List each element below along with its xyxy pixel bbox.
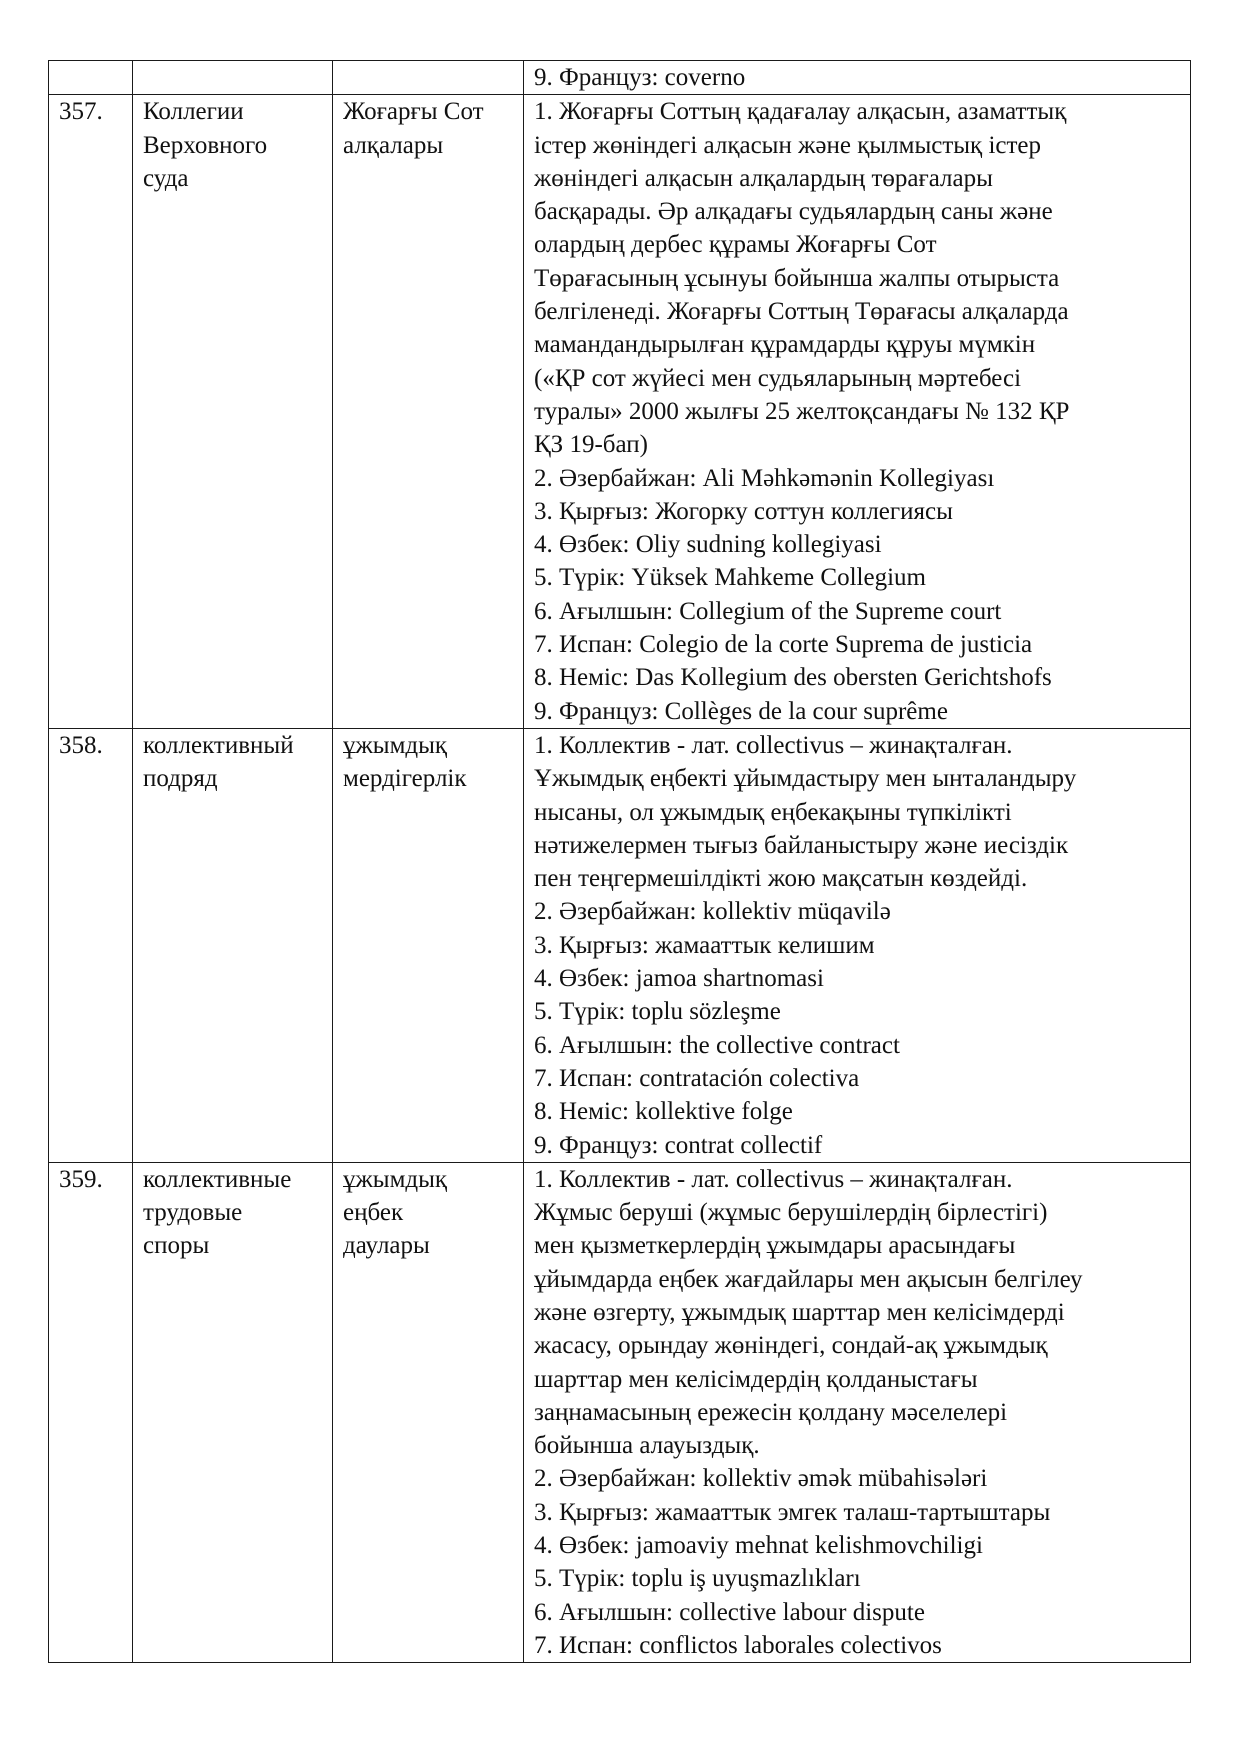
definition-line: жасасу, орындау жөніндегі, сондай-ақ ұжымдық xyxy=(534,1332,1048,1360)
definition-line: белгіленеді. Жоғарғы Соттың Төрағасы алқаларда xyxy=(534,298,1069,326)
entry-number-cell xyxy=(49,95,133,729)
entry-number-cell xyxy=(49,728,133,1162)
definition-line: Ұжымдық еңбекті ұйымдастыру мен ынталандыру xyxy=(534,765,1077,793)
definition-line: мамандандырылған құрамдарды құруы мүмкін xyxy=(534,331,1036,359)
table-row xyxy=(49,95,1191,729)
definition-line: 6. Ағылшын: the collective contract xyxy=(534,1031,900,1059)
russian-term: подряд xyxy=(143,765,218,793)
definition-line: Жұмыс беруші (жұмыс берушілердің бірлестігі) xyxy=(534,1199,1048,1227)
russian-term: Коллегии xyxy=(143,98,244,126)
definition-line: заңнамасының ережесін қолдану мәселелері xyxy=(534,1398,1008,1426)
definition-line: 2. Әзербайжан: Ali Məhkəmənin Kollegiyası xyxy=(534,464,995,492)
kazakh-term-cell xyxy=(333,95,524,729)
definition-line: 4. Өзбек: jamoa shartnomasi xyxy=(534,965,824,993)
russian-term: Верховного xyxy=(143,131,268,159)
table-body xyxy=(49,61,1191,1663)
definition-line: істер жөніндегі алқасын және қылмыстық істер xyxy=(534,131,1042,159)
russian-term: споры xyxy=(143,1232,210,1260)
entry-number-cell xyxy=(49,1162,133,1662)
definition-line: 7. Испан: conflictos laborales colectivos xyxy=(534,1631,942,1659)
definition-line: 5. Түрік: toplu sözleşme xyxy=(534,998,781,1026)
kazakh-term: еңбек xyxy=(343,1199,404,1227)
kazakh-term-cell xyxy=(333,1162,524,1662)
russian-term: коллективный xyxy=(143,731,294,759)
definition-line: Төрағасының ұсынуы бойынша жалпы отырыста xyxy=(534,264,1060,292)
kazakh-term-cell xyxy=(333,61,524,95)
definition-line: 2. Әзербайжан: kollektiv əmək mübahisələri xyxy=(534,1465,988,1493)
definition-line-cell xyxy=(524,61,1191,95)
russian-term-cell xyxy=(133,728,333,1162)
definition-line-cell xyxy=(524,1162,1191,1662)
kazakh-term: даулары xyxy=(343,1232,430,1260)
kazakh-term: ұжымдық xyxy=(343,1165,448,1193)
kazakh-term-cell xyxy=(333,728,524,1162)
definition-line: басқарады. Әр алқадағы судьялардың саны және xyxy=(534,198,1053,226)
entry-number: 359. xyxy=(59,1165,103,1193)
definition-line: 7. Испан: Colegio de la corte Suprema de justicia xyxy=(534,631,1033,659)
definition-line: мен қызметкерлердің ұжымдары арасындағы xyxy=(534,1232,1016,1260)
definition-line: 5. Түрік: toplu iş uyuşmazlıkları xyxy=(534,1565,861,1593)
russian-term: трудовые xyxy=(143,1199,243,1227)
definition-line: пен теңгермешілдікті жою мақсатын көздейді. xyxy=(534,865,1028,893)
definition-line: 3. Қырғыз: Жогорку соттун коллегиясы xyxy=(534,497,953,525)
definition-line-cell xyxy=(524,95,1191,729)
definition-line: («ҚР сот жүйесі мен судьяларының мәртебесі xyxy=(534,364,1022,392)
russian-term: коллективные xyxy=(143,1165,292,1193)
russian-term: суда xyxy=(143,164,189,192)
russian-term-cell xyxy=(133,1162,333,1662)
definition-line: 6. Ағылшын: collective labour dispute xyxy=(534,1598,925,1626)
definition-line: 9. Француз: Collèges de la cour suprême xyxy=(534,697,948,725)
terminology-table xyxy=(48,60,1191,1663)
definition-line: 8. Неміс: Das Kollegium des obersten Gerichtshofs xyxy=(534,664,1052,692)
definition-line: 1. Коллектив - лат. collectivus – жинақталған. xyxy=(534,731,1013,759)
table-row xyxy=(49,728,1191,1162)
definition-line: 4. Өзбек: jamoaviy mehnat kelishmovchiligi xyxy=(534,1532,983,1560)
definition-line: 2. Әзербайжан: kollektiv müqavilə xyxy=(534,898,891,926)
definition-line: 4. Өзбек: Oliy sudning kollegiyasi xyxy=(534,531,882,559)
definition-line: нәтижелермен тығыз байланыстыру және иесіздік xyxy=(534,831,1069,859)
definition-line: туралы» 2000 жылғы 25 желтоқсандағы № 132 ҚР xyxy=(534,397,1070,425)
table-row xyxy=(49,61,1191,95)
definition-line: нысаны, ол ұжымдық еңбекақыны түпкілікті xyxy=(534,798,1012,826)
kazakh-term: Жоғарғы Сот xyxy=(343,98,484,126)
kazakh-term: мердігерлік xyxy=(343,765,467,793)
russian-term-cell xyxy=(133,61,333,95)
kazakh-term: ұжымдық xyxy=(343,731,448,759)
entry-number-cell xyxy=(49,61,133,95)
definition-line: ҚЗ 19-бап) xyxy=(534,431,648,459)
kazakh-term: алқалары xyxy=(343,131,444,159)
definition-line: 1. Коллектив - лат. collectivus – жинақталған. xyxy=(534,1165,1013,1193)
definition-line: ұйымдарда еңбек жағдайлары мен ақысын белгілеу xyxy=(534,1265,1083,1293)
definition-line: 8. Неміс: kollektive folge xyxy=(534,1098,793,1126)
entry-number: 358. xyxy=(59,731,103,759)
table-row xyxy=(49,1162,1191,1662)
definition-line: бойынша алауыздық. xyxy=(534,1432,760,1460)
definition-line: және өзгерту, ұжымдық шарттар мен келісімдерді xyxy=(534,1298,1065,1326)
definition-line: 3. Қырғыз: жамааттык эмгек талаш-тартыштары xyxy=(534,1498,1051,1526)
definition-line-cell xyxy=(524,728,1191,1162)
definition-line: шарттар мен келісімдердің қолданыстағы xyxy=(534,1365,978,1393)
definition-line: 9. Француз: contrat collectif xyxy=(534,1131,823,1159)
definition-line: 5. Түрік: Yüksek Mahkeme Collegium xyxy=(534,564,926,592)
definition-line: олардың дербес құрамы Жоғарғы Сот xyxy=(534,231,937,259)
entry-number: 357. xyxy=(59,98,103,126)
definition-line: 6. Ағылшын: Collegium of the Supreme court xyxy=(534,597,1002,625)
definition-line: 9. Француз: coverno xyxy=(534,64,746,91)
definition-line: жөніндегі алқасын алқалардың төрағалары xyxy=(534,164,993,192)
definition-line: 3. Қырғыз: жамааттык келишим xyxy=(534,931,875,959)
definition-line: 1. Жоғарғы Соттың қадағалау алқасын, азаматтық xyxy=(534,98,1067,126)
russian-term-cell xyxy=(133,95,333,729)
definition-line: 7. Испан: contratación colectiva xyxy=(534,1064,860,1092)
